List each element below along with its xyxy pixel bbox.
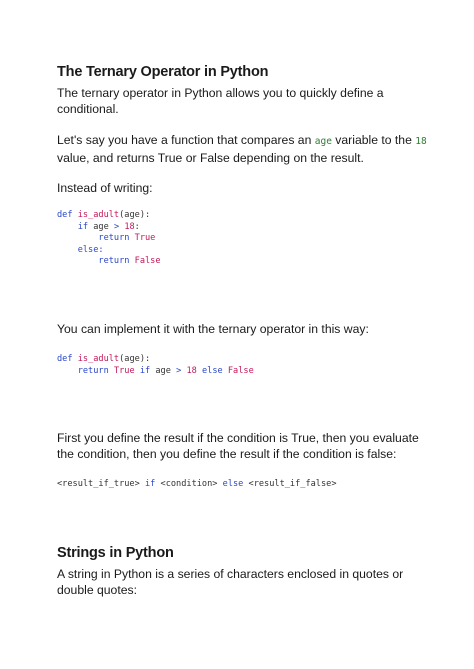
paragraph-comparison xyxy=(57,132,427,166)
code-token: 18 xyxy=(186,365,197,376)
code-token: else: xyxy=(77,244,104,255)
code-token: (age): xyxy=(119,354,151,364)
code-token: > xyxy=(113,221,120,232)
code-token: def xyxy=(57,210,73,220)
code-block-ternary xyxy=(57,354,254,377)
text-part: Let's say you have a function that compares an xyxy=(57,133,315,147)
paragraph-explanation: First you define the result if the condition is True, then you evaluate the condition, then you define the result if the condition is false: xyxy=(57,431,419,461)
code-token: False xyxy=(134,256,161,267)
code-token: if xyxy=(77,221,89,232)
code-token: else xyxy=(222,479,244,489)
code-token: return xyxy=(98,233,130,244)
paragraph-implement: You can implement it with the ternary operator in this way: xyxy=(57,322,369,336)
code-token: <result_if_false> xyxy=(248,479,337,489)
text-part: value, and returns True or False depending on the result. xyxy=(57,151,364,165)
code-token: if xyxy=(144,479,156,489)
heading-strings: Strings in Python xyxy=(57,545,174,561)
code-token: True xyxy=(134,233,156,244)
code-token: def xyxy=(57,354,73,364)
paragraph-intro: The ternary operator in Python allows you to quickly define a conditional. xyxy=(57,86,384,116)
heading-ternary-operator: The Ternary Operator in Python xyxy=(57,64,269,80)
code-token: return xyxy=(77,365,109,376)
code-token: > xyxy=(176,365,182,376)
code-token: True xyxy=(113,365,135,376)
code-token: False xyxy=(227,365,254,376)
code-token: : xyxy=(134,221,140,232)
code-token: else xyxy=(201,365,223,376)
paragraph-strings-intro: A string in Python is a series of characters enclosed in quotes or double quotes: xyxy=(57,567,404,597)
code-token: return xyxy=(98,256,130,267)
code-token: (age): xyxy=(119,210,151,220)
code-token: <condition> xyxy=(160,479,218,489)
paragraph-instead: Instead of writing: xyxy=(57,181,153,195)
code-block-ternary-syntax xyxy=(57,479,337,491)
inline-code-age: age xyxy=(314,136,332,147)
text-part: variable to the xyxy=(331,133,416,147)
code-token: if xyxy=(139,365,151,376)
code-block-if-else xyxy=(57,210,161,268)
code-token: age xyxy=(150,365,177,376)
code-token: 18 xyxy=(124,221,135,232)
code-token: <result_if_true> xyxy=(57,479,140,489)
code-token: is_adult xyxy=(77,354,120,364)
inline-code-18: 18 xyxy=(415,136,427,147)
code-token: is_adult xyxy=(77,210,120,220)
code-token: age xyxy=(88,221,114,232)
